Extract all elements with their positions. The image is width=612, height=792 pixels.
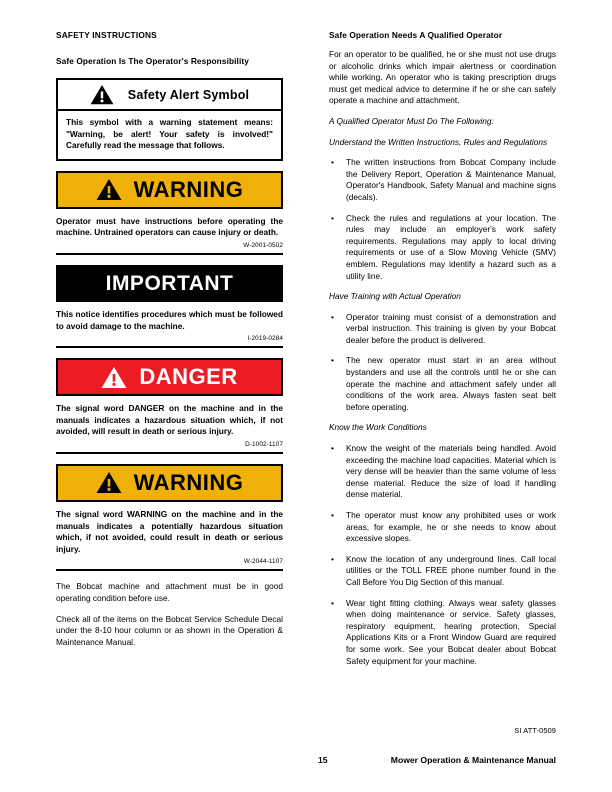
spacer: [56, 348, 283, 358]
list-item: [329, 598, 556, 668]
closing-paragraph: The Bobcat machine and attachment must be in good operating condition before use.: [56, 581, 283, 603]
bullet-list: [329, 312, 556, 414]
warning-triangle-icon: [101, 366, 127, 389]
list-item: [329, 213, 556, 283]
bullet-icon: •: [331, 597, 334, 608]
signal-banner-warning: [56, 171, 283, 209]
safety-alert-symbol-label: Safety Alert Symbol: [127, 87, 250, 102]
page-title: SAFETY INSTRUCTIONS: [56, 30, 157, 40]
warning-triangle-icon: [90, 84, 114, 105]
bullet-icon: •: [331, 443, 334, 454]
signal-word: IMPORTANT: [105, 271, 234, 295]
signal-word: WARNING: [133, 176, 244, 202]
bullet-icon: •: [331, 157, 334, 168]
alert-decal-code: W-2001-0502: [243, 241, 283, 249]
list-item: [329, 510, 556, 545]
bullet-icon: •: [331, 510, 334, 520]
alert-decal-code: W-2044-1107: [243, 558, 283, 566]
right-column: [329, 30, 556, 676]
signal-banner-important: [56, 265, 283, 302]
closing-paragraph: Check all of the items on the Bobcat Service Schedule Decal under the 8-10 hour column or as shown in the Operation & Maintenance Manual.: [56, 613, 283, 647]
list-item-text: The written instructions from Bobcat Company include the Delivery Report, Operation & Maintenance Manual, Operator's Handbook, Safety Manual and machine signs (decals).: [346, 157, 556, 202]
manual-title: Mower Operation & Maintenance Manual: [390, 755, 556, 765]
left-column: [56, 30, 283, 648]
group-heading: Understand the Written Instructions, Rules and Regulations: [329, 136, 548, 147]
list-item: [329, 355, 556, 413]
bullet-icon: •: [331, 355, 334, 366]
signal-word: WARNING: [133, 469, 244, 495]
alert-important-notice: [56, 265, 283, 348]
qualified-operator-lead: A Qualified Operator Must Do The Following:: [329, 115, 494, 126]
list-item: [329, 157, 556, 203]
alert-danger-signal-word: [56, 358, 283, 454]
signal-banner-warning: [56, 464, 283, 502]
list-item: [329, 554, 556, 589]
bullet-icon: •: [331, 553, 334, 564]
spacer: [56, 255, 283, 265]
safety-alert-symbol-body: This symbol with a warning statement means: "Warning, be alert! Your safety is involved!" Carefully read the message that follows.: [66, 117, 273, 151]
bullet-list: [329, 157, 556, 282]
alert-description: The signal word WARNING on the machine and in the manuals indicates a potentially hazardous situation which, if not avoided, could result in death or serious injury.: [56, 508, 283, 554]
list-item: [329, 312, 556, 347]
signal-word: DANGER: [139, 364, 238, 390]
section-subtitle: Safe Operation Needs A Qualified Operator: [329, 30, 503, 40]
list-item-text: Wear tight fitting clothing. Always wear safety glasses when doing maintenance or service. Safety glasses, respiratory equipment, hearing protection, Special Applications Kits or a Front Window Guard are required for some work. See your Bobcat dealer about Bobcat Safety equipment for your machine.: [346, 597, 556, 666]
spacer: [56, 454, 283, 464]
warning-triangle-icon: [96, 178, 122, 201]
alert-decal-code: D-1002-1107: [245, 440, 283, 448]
bullet-list: [329, 443, 556, 667]
safety-alert-symbol-header: [58, 80, 281, 111]
list-item-text: Check the rules and regulations at your location. The rules may include an employer's work safety requirements. Regulations may apply to local driving requirements or use of a Slow Moving Vehicle (SMV) emblem. Regulations may identify a hazard such as a utility line.: [346, 212, 556, 281]
alert-warning-operator-instructions: [56, 171, 283, 255]
bullet-icon: •: [331, 212, 334, 223]
spacer: [56, 571, 283, 581]
alert-description: This notice identifies procedures which must be followed to avoid damage to the machine.: [56, 308, 283, 331]
signal-banner-danger: [56, 358, 283, 396]
group-heading: Know the Work Conditions: [329, 422, 427, 433]
spacer: [56, 161, 283, 171]
list-item-text: The operator must know any prohibited uses or work areas, for example, he or she needs to know about excessive slopes.: [346, 510, 556, 544]
alert-description: The signal word DANGER on the machine and in the manuals indicates a hazardous situation which, if not avoided, will result in death or serious injury.: [56, 403, 283, 437]
safety-alert-symbol-box: [56, 78, 283, 161]
list-item-text: The new operator must start in an area without bystanders and use all the controls until he or she can operate the machine and attachment safely under all conditions of the work area. Always fasten seat belt before operating.: [346, 355, 556, 412]
list-item-text: Know the location of any underground lines. Call local utilities or the TOLL FREE phone number found in the Call Before You Dig Section of this manual.: [346, 553, 556, 587]
page-footer: [56, 755, 556, 765]
intro-paragraph: For an operator to be qualified, he or she must not use drugs or alcoholic drinks which impair alertness or coordination while working. An operator who is taking prescription drugs must get medical advice to determine if he or she can safely operate a machine and attachment.: [329, 49, 556, 106]
alert-description: Operator must have instructions before operating the machine. Untrained operators can cause injury or death.: [56, 215, 283, 238]
page-number: 15: [318, 755, 328, 765]
bullet-icon: •: [331, 311, 334, 322]
document-code: SI ATT-0509: [514, 726, 556, 735]
alert-decal-code: I-2019-0284: [247, 335, 283, 343]
list-item-text: Operator training must consist of a demonstration and verbal instruction. This training is given by your Bobcat dealer before the product is delivered.: [346, 311, 556, 345]
alert-warning-signal-word: [56, 464, 283, 571]
list-item-text: Know the weight of the materials being handled. Avoid exceeding the machine load capacities. Material which is very dense will be heavier than the same volume of less dense material. Reduce the size of load if handling dense material.: [346, 443, 556, 500]
section-subtitle: Safe Operation Is The Operator's Responsibility: [56, 56, 249, 66]
group-heading: Have Training with Actual Operation: [329, 291, 461, 302]
warning-triangle-icon: [96, 471, 122, 494]
list-item: [329, 443, 556, 501]
